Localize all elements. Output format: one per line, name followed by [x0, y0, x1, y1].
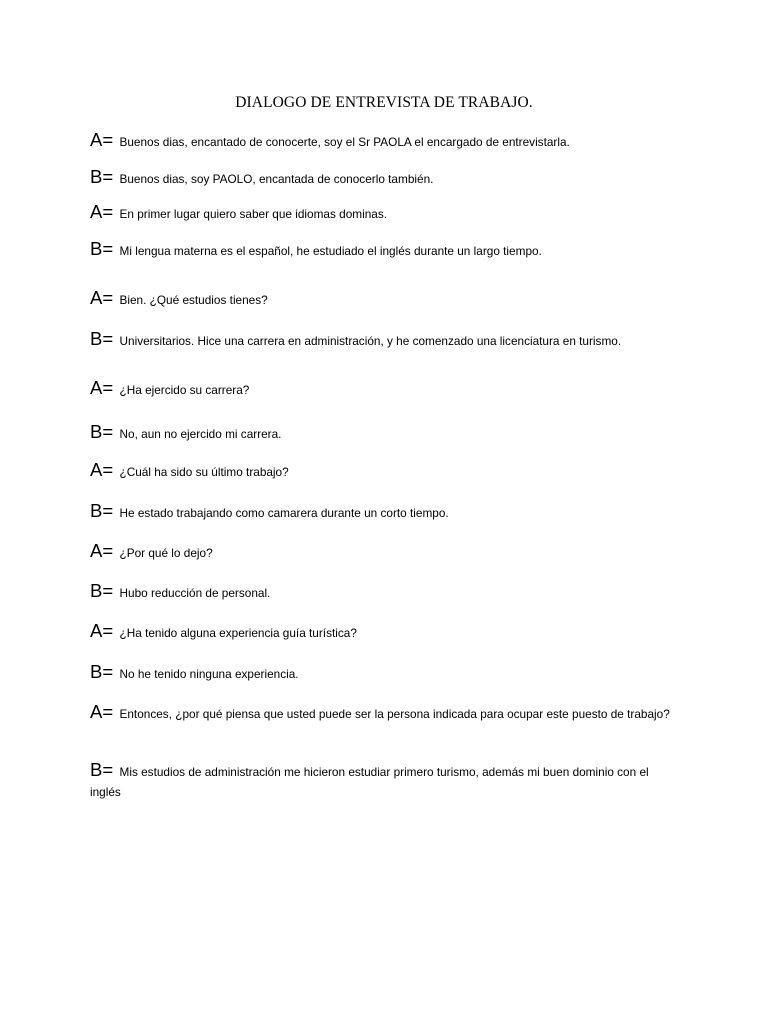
dialogue-text: ¿Por qué lo dejo?: [119, 546, 213, 560]
speaker-label: B=: [90, 580, 114, 601]
speaker-label: B=: [90, 238, 114, 259]
dialogue-text: He estado trabajando como camarera durante un corto tiempo.: [119, 506, 449, 520]
dialogue-line: [90, 621, 670, 643]
speaker-label: B=: [90, 328, 114, 349]
dialogue-line: [90, 130, 670, 152]
dialogue-text: Universitarios. Hice una carrera en administración, y he comenzado una licenciatura en turismo.: [119, 334, 622, 348]
dialogue-text: No he tenido ninguna experiencia.: [119, 667, 299, 681]
speaker-label: A=: [90, 459, 114, 480]
dialogue-line: [90, 501, 670, 523]
speaker-label: A=: [90, 377, 114, 398]
dialogue-text: Mi lengua materna es el español, he estudiado el inglés durante un largo tiempo.: [119, 244, 542, 258]
dialogue-line: [90, 329, 670, 351]
speaker-label: B=: [90, 759, 114, 780]
dialogue-text: No, aun no ejercido mi carrera.: [119, 427, 282, 441]
speaker-label: A=: [90, 701, 114, 722]
speaker-label: B=: [90, 421, 114, 442]
dialogue-line: [90, 662, 670, 684]
speaker-label: A=: [90, 201, 114, 222]
dialogue-line: [90, 239, 670, 261]
speaker-label: A=: [90, 540, 114, 561]
document-title: DIALOGO DE ENTREVISTA DE TRABAJO.: [235, 94, 533, 111]
dialogue-text: Buenos dias, encantado de conocerte, soy el Sr PAOLA el encargado de entrevistarla.: [119, 135, 570, 149]
speaker-label: A=: [90, 129, 114, 150]
dialogue-text: Hubo reducción de personal.: [119, 586, 271, 600]
dialogue-text: Bien. ¿Qué estudios tienes?: [119, 293, 268, 307]
dialogue-line: [90, 702, 670, 724]
dialogue-text: Buenos dias, soy PAOLO, encantada de conocerlo también.: [119, 172, 434, 186]
dialogue-line: [90, 202, 670, 224]
dialogue-line: [90, 378, 670, 400]
dialogue-line: [90, 288, 670, 310]
dialogue-line: [90, 541, 670, 563]
dialogue-line: [90, 167, 670, 189]
dialogue-line: [90, 460, 670, 482]
dialogue-text: ¿Ha ejercido su carrera?: [119, 383, 250, 397]
speaker-label: B=: [90, 166, 114, 187]
speaker-label: A=: [90, 287, 114, 308]
dialogue-text: Mis estudios de administración me hicieron estudiar primero turismo, además mi buen dominio con el inglés: [90, 765, 649, 799]
dialogue-text: En primer lugar quiero saber que idiomas dominas.: [119, 207, 388, 221]
dialogue-text: ¿Cuál ha sido su último trabajo?: [119, 465, 289, 479]
speaker-label: B=: [90, 661, 114, 682]
dialogue-text: Entonces, ¿por qué piensa que usted puede ser la persona indicada para ocupar este puesto de trabajo?: [119, 707, 670, 721]
speaker-label: A=: [90, 620, 114, 641]
dialogue-line: [90, 422, 670, 444]
speaker-label: B=: [90, 500, 114, 521]
dialogue-line: [90, 581, 670, 603]
dialogue-line: [90, 760, 670, 802]
dialogue-text: ¿Ha tenido alguna experiencia guía turística?: [119, 626, 357, 640]
